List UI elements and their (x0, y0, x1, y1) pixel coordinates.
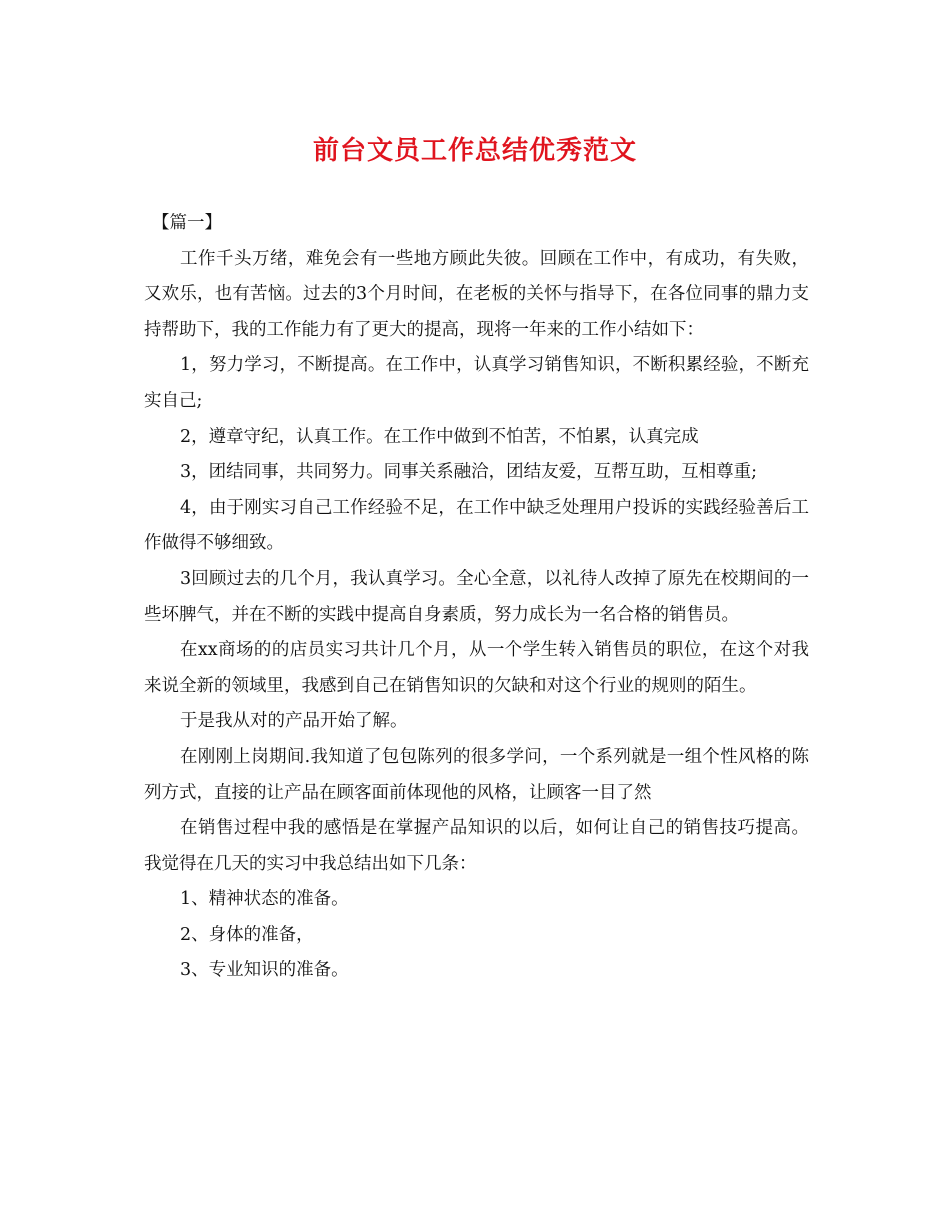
document-body (144, 206, 809, 989)
section-label: 【篇一】 (152, 213, 222, 233)
paragraph: 在刚刚上岗期间.我知道了包包陈列的很多学问，一个系列就是一组个性风格的陈列方式，直接的让产品在顾客面前体现他的风格，让顾客一目了然 (144, 746, 809, 803)
list-item: 1、精神状态的准备。 (180, 889, 349, 910)
paragraph: 在xx商场的的店员实习共计几个月，从一个学生转入销售员的职位，在这个对我来说全新的领域里，我感到自己在销售知识的欠缺和对这个行业的规则的陌生。 (144, 640, 809, 696)
paragraph: 工作千头万绪，难免会有一些地方顾此失彼。回顾在工作中，有成功，有失败，又欢乐，也有苦恼。过去的3个月时间，在老板的关怀与指导下，在各位同事的鼎力支持帮助下，我的工作能力有了更大的提高，现将一年来的工作小结如下： (144, 248, 809, 340)
paragraph: 3回顾过去的几个月，我认真学习。全心全意，以礼待人改掉了原先在校期间的一些坏脾气，并在不断的实践中提高自身素质，努力成长为一名合格的销售员。 (144, 568, 809, 625)
paragraph: 4，由于刚实习自己工作经验不足，在工作中缺乏处理用户投诉的实践经验善后工作做得不够细致。 (144, 497, 809, 554)
paragraph: 3，团结同事，共同努力。同事关系融洽，团结友爱，互帮互助，互相尊重; (180, 462, 758, 483)
paragraph: 在销售过程中我的感悟是在掌握产品知识的以后，如何让自己的销售技巧提高。我觉得在几天的实习中我总结出如下几条： (144, 818, 809, 874)
paragraph: 于是我从对的产品开始了解。 (180, 711, 408, 732)
list-item: 3、专业知识的准备。 (180, 960, 349, 981)
paragraph: 1，努力学习，不断提高。在工作中，认真学习销售知识，不断积累经验，不断充实自己; (144, 355, 809, 411)
document-title: 前台文员工作总结优秀范文 (312, 136, 637, 166)
paragraph: 2，遵章守纪，认真工作。在工作中做到不怕苦，不怕累，认真完成 (180, 426, 699, 447)
list-item: 2、身体的准备， (180, 924, 314, 945)
